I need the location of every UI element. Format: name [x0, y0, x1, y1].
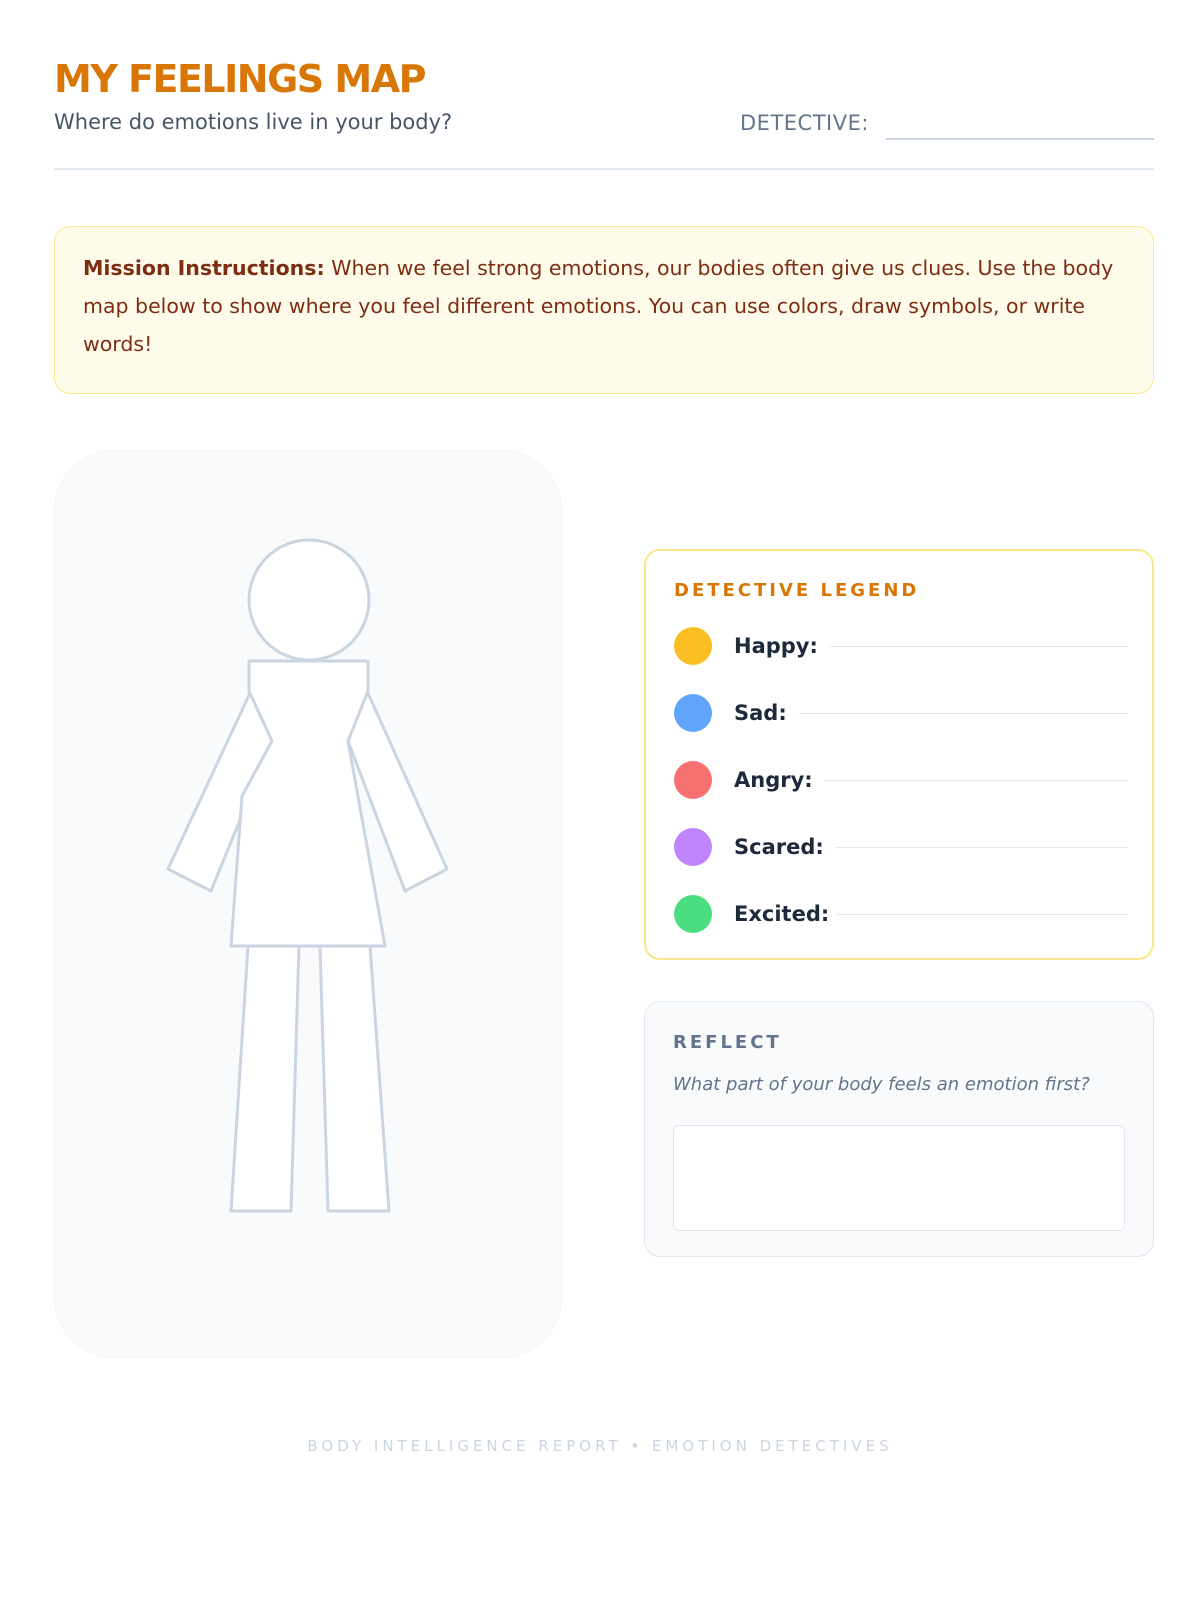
reflect-answer-box[interactable]: [673, 1125, 1125, 1231]
emotion-label: Sad:: [734, 701, 787, 725]
head-outline: [249, 540, 369, 660]
emotion-write-line[interactable]: [836, 847, 1128, 848]
emotion-color-dot: [674, 627, 712, 665]
body-map-panel[interactable]: [54, 450, 562, 1358]
emotion-color-dot: [674, 694, 712, 732]
detective-name-label: DETECTIVE:: [740, 111, 869, 135]
detective-legend: [644, 549, 1154, 960]
emotion-write-line[interactable]: [825, 780, 1128, 781]
legend-row: [674, 626, 1128, 666]
mission-label: Mission Instructions:: [83, 256, 325, 280]
page-subtitle: Where do emotions live in your body?: [54, 110, 453, 134]
legend-row: [674, 894, 1128, 934]
emotion-label: Scared:: [734, 835, 824, 859]
emotion-write-line[interactable]: [829, 646, 1128, 647]
left-leg-outline: [231, 946, 299, 1211]
emotion-label: Excited:: [734, 902, 830, 926]
page-title: MY FEELINGS MAP: [54, 57, 425, 101]
right-leg-outline: [320, 946, 389, 1211]
detective-name-field[interactable]: [886, 138, 1154, 140]
emotion-label: Happy:: [734, 634, 818, 658]
emotion-color-dot: [674, 828, 712, 866]
emotion-write-line[interactable]: [837, 914, 1128, 915]
reflect-title: REFLECT: [673, 1032, 782, 1053]
reflect-question: What part of your body feels an emotion first?: [673, 1074, 1090, 1095]
reflect-section: [644, 1001, 1154, 1257]
torso-outline: [231, 661, 385, 946]
mission-text: When we feel strong emotions, our bodies often give us clues. Use the body map below to show where you feel different emotions. You can use colors, draw symbols, or write words!: [83, 256, 1114, 356]
emotion-color-dot: [674, 761, 712, 799]
page-footer: BODY INTELLIGENCE REPORT • EMOTION DETECTIVES: [307, 1437, 893, 1455]
mission-instructions: [54, 226, 1154, 394]
body-outline-figure[interactable]: [55, 451, 563, 1359]
emotion-write-line[interactable]: [799, 713, 1128, 714]
legend-title: DETECTIVE LEGEND: [674, 580, 920, 601]
emotion-color-dot: [674, 895, 712, 933]
legend-row: [674, 760, 1128, 800]
legend-row: [674, 693, 1128, 733]
header-divider: [54, 168, 1154, 170]
emotion-label: Angry:: [734, 768, 813, 792]
legend-row: [674, 827, 1128, 867]
